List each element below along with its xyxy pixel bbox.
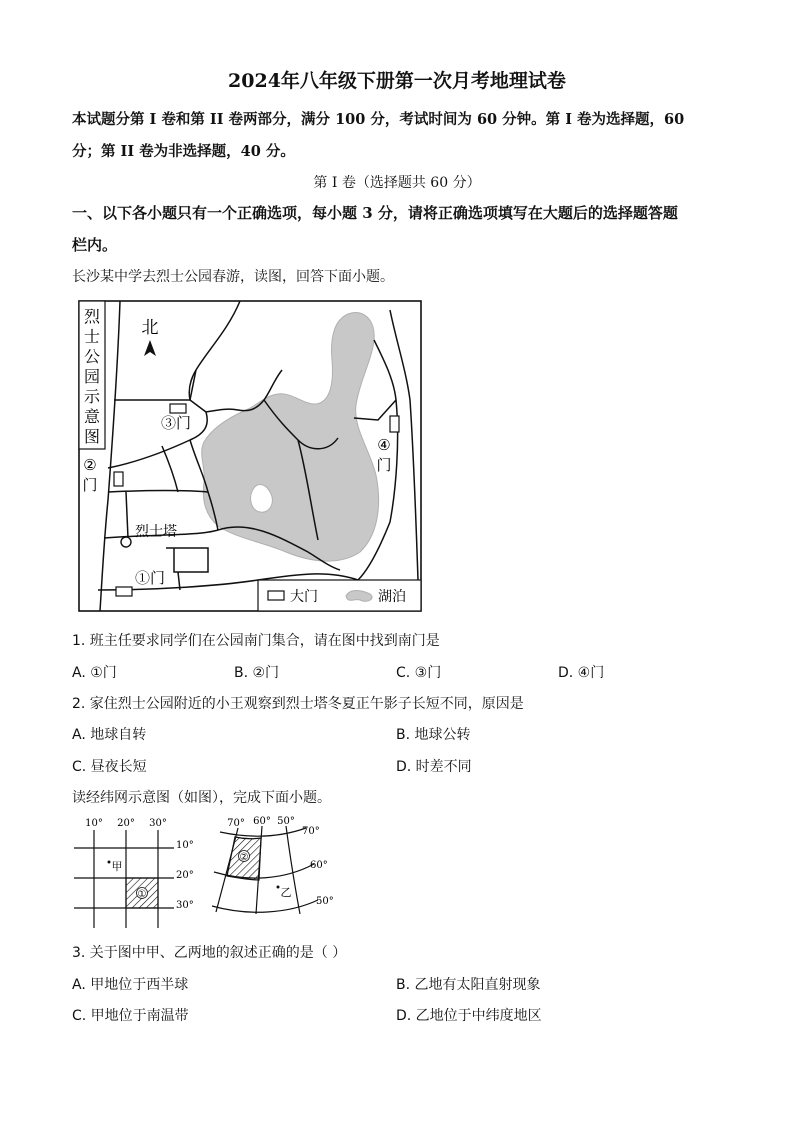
question-1-option-b[interactable]: B. ②门	[234, 665, 280, 681]
legend-gate-label: 大门	[290, 589, 318, 605]
lat-label: 20°	[176, 870, 194, 881]
map-title-char: 烈	[83, 307, 101, 326]
legend-gate-icon	[268, 591, 284, 600]
point-jia-dot	[108, 861, 111, 864]
page-title: 2024年八年级下册第一次月考地理试卷	[228, 70, 566, 92]
question-2-stem: 2. 家住烈士公园附近的小王观察到烈士塔冬夏正午影子长短不同，原因是	[72, 696, 524, 712]
question-3-option-d[interactable]: D. 乙地位于中纬度地区	[396, 1008, 542, 1024]
lon-label: 10°	[85, 818, 103, 829]
section-title: 第 I 卷（选择题共 60 分）	[313, 175, 481, 191]
part-one-line-1: 一、以下各小题只有一个正确选项，每小题 3 分，请将正确选项填写在大题后的选择题答题	[72, 204, 678, 222]
map-title-char: 公	[83, 347, 101, 366]
map-title-char: 意	[83, 407, 101, 426]
intro-line-1: 本试题分第 I 卷和第 II 卷两部分，满分 100 分，考试时间为 60 分钟。第 I 卷为选择题，60	[72, 111, 685, 128]
question-3-stem: 3. 关于图中甲、乙两地的叙述正确的是（ ）	[72, 945, 347, 961]
legend-lake-label: 湖泊	[378, 589, 406, 605]
gate-4-char: 门	[376, 456, 392, 474]
gate-2-char: 门	[82, 476, 98, 494]
lon-label: 60°	[253, 816, 271, 827]
map-title-char: 示	[83, 387, 101, 406]
point-jia-label: 甲	[111, 860, 123, 873]
north-label: 北	[141, 318, 159, 338]
context-text-2: 读经纬网示意图（如图），完成下面小题。	[72, 790, 331, 806]
grid-lines	[74, 830, 174, 928]
question-2-option-a[interactable]: A. 地球自转	[72, 727, 147, 743]
lat-label: 30°	[176, 900, 194, 911]
area-1-label: ①	[137, 889, 147, 900]
tower-marker	[121, 537, 131, 547]
gate-1-label: ①门	[134, 569, 166, 587]
map-title-char: 士	[83, 327, 101, 346]
lon-label: 30°	[149, 818, 167, 829]
point-yi-dot	[277, 886, 280, 889]
question-2-option-d[interactable]: D. 时差不同	[396, 759, 472, 775]
question-2-option-b[interactable]: B. 地球公转	[396, 727, 471, 743]
park-map	[78, 300, 422, 612]
tower-label: 烈士塔	[135, 524, 177, 540]
lat-label: 70°	[302, 826, 320, 837]
question-3-option-b[interactable]: B. 乙地有太阳直射现象	[396, 977, 541, 993]
lon-label: 20°	[117, 818, 135, 829]
gate-4-number: ④	[377, 436, 391, 454]
lat-label: 60°	[310, 860, 328, 871]
gate-2-number: ②	[83, 456, 97, 474]
context-text-1: 长沙某中学去烈士公园春游，读图，回答下面小题。	[72, 269, 394, 285]
lon-label: 70°	[227, 818, 245, 829]
question-2-option-c[interactable]: C. 昼夜长短	[72, 759, 147, 775]
question-1-stem: 1. 班主任要求同学们在公园南门集合，请在图中找到南门是	[72, 633, 440, 649]
question-1-option-a[interactable]: A. ①门	[72, 665, 117, 681]
lat-label: 50°	[316, 896, 334, 907]
question-1-option-d[interactable]: D. ④门	[558, 665, 605, 681]
question-3-option-c[interactable]: C. 甲地位于南温带	[72, 1008, 189, 1024]
map-title-char: 图	[83, 427, 101, 446]
graticule-left	[72, 812, 202, 932]
area-2-label: ②	[239, 852, 249, 863]
map-title-char: 园	[83, 367, 101, 386]
question-1-option-c[interactable]: C. ③门	[396, 665, 442, 681]
gate-3-label: ③门	[160, 414, 192, 432]
point-yi-label: 乙	[280, 886, 292, 899]
lat-label: 10°	[176, 840, 194, 851]
intro-line-2: 分；第 II 卷为非选择题，40 分。	[72, 143, 295, 160]
lon-label: 50°	[277, 816, 295, 827]
question-3-option-a[interactable]: A. 甲地位于西半球	[72, 977, 189, 993]
part-one-line-2: 栏内。	[72, 236, 118, 254]
graticule-right	[208, 812, 348, 922]
